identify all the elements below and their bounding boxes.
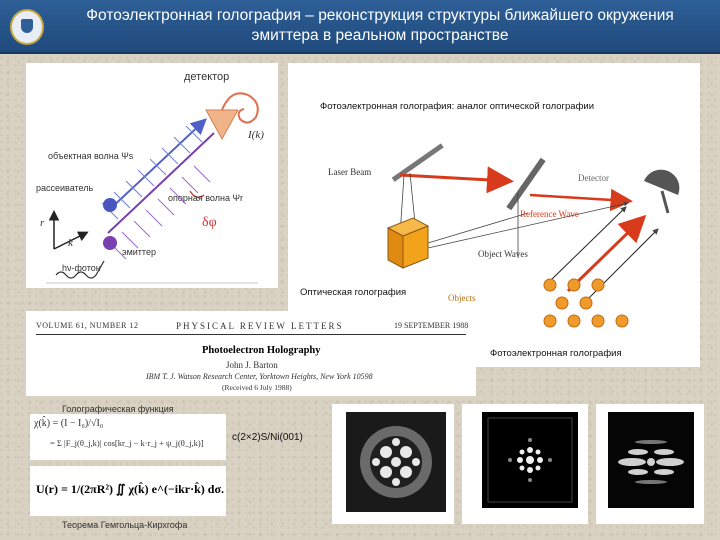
objects-label: Objects [448,293,476,303]
scatterer-label: рассеиватель [36,183,94,193]
surface-structure-label: c(2×2)S/Ni(001) [232,432,303,443]
emitter-atom [103,236,117,250]
laser-beam-label: Laser Beam [328,167,372,177]
emitter-label: эмиттер [122,247,156,257]
reconstruction-image-2 [462,404,588,524]
university-logo-icon [10,9,44,45]
laser-beam-arrow [400,175,508,181]
slide-title-line-2: эмиттера в реальном пространстве [251,27,509,44]
intensity-label: I(k) [248,129,264,141]
phase-label: δφ [202,215,217,230]
reconstruction-image-1 [332,404,454,524]
object-waves-label: Object Waves [478,249,528,259]
r-label: r [40,217,45,229]
title-bar [0,0,720,54]
hologram-function-label: Голографическая функция [62,404,174,414]
hologram-eq-line-1: χ(k̂) = (I − I₀)/√I₀ [34,418,104,429]
article-received: (Received 6 July 1988) [222,383,292,392]
pattern-1-graphic [346,412,446,512]
photoelectron-holography-caption: Фотоэлектронная голография [490,348,622,359]
kirchhoff-theorem-label: Теорема Гемгольца-Кирхгофа [62,520,188,530]
detector-label-optical: Detector [578,173,609,183]
photoelectron-arrow [568,219,642,291]
detector-label: детектор [184,71,230,83]
object-wave-label: объектная волна Ψs [48,151,134,161]
pattern-2-graphic [482,412,578,508]
scatterer-atom [103,198,117,212]
photon-label: hν-фотон [62,263,101,273]
mirror-2 [506,158,545,211]
journal-rule [36,334,466,335]
journal-volume: VOLUME 61, NUMBER 12 [36,321,139,330]
slide-title-line-1: Фотоэлектронная голография – реконструкция структуры ближайшего окружения [86,7,674,24]
optical-holography-caption: Оптическая голография [300,287,407,298]
reference-wave-label: опорная волна Ψr [168,193,243,203]
prl-article-snippet [26,311,476,396]
object-cube-icon [388,218,428,268]
hologram-pattern-1 [346,412,446,512]
article-title: Photoelectron Holography [202,345,321,356]
atom-lattice [544,279,628,327]
hologram-pattern-3 [608,412,694,508]
photoelectron-scheme-panel [26,63,278,288]
journal-name: PHYSICAL REVIEW LETTERS [176,321,344,331]
journal-date: 19 SEPTEMBER 1988 [394,321,469,330]
object-wave [102,121,204,219]
reconstruction-eq: U(r) = 1/(2πR²) ∬ χ(k̂) e^(−ikr·k̂) dσ. [36,482,225,496]
hologram-eq-line-2: = Σ |F_j(θ_j,k)| cos[kr_j − k·r_j + ψ_j(θ_j,k)] [50,438,204,448]
hologram-formula-box [30,414,226,460]
reference-wave-label-optical: Reference Wave [520,209,579,219]
optical-panel-heading: Фотоэлектронная голография: аналог оптической голографии [320,101,595,112]
article-affiliation: IBM T. J. Watson Research Center, Yorktown Heights, New York 10598 [146,372,373,381]
article-author: John J. Barton [226,360,278,370]
reference-wave-arrow [530,195,628,201]
pattern-3-graphic [608,412,694,508]
reconstruction-formula-box [30,466,226,516]
hologram-pattern-2 [482,412,578,508]
k-label: k [68,237,73,249]
reconstruction-image-3 [596,404,704,524]
